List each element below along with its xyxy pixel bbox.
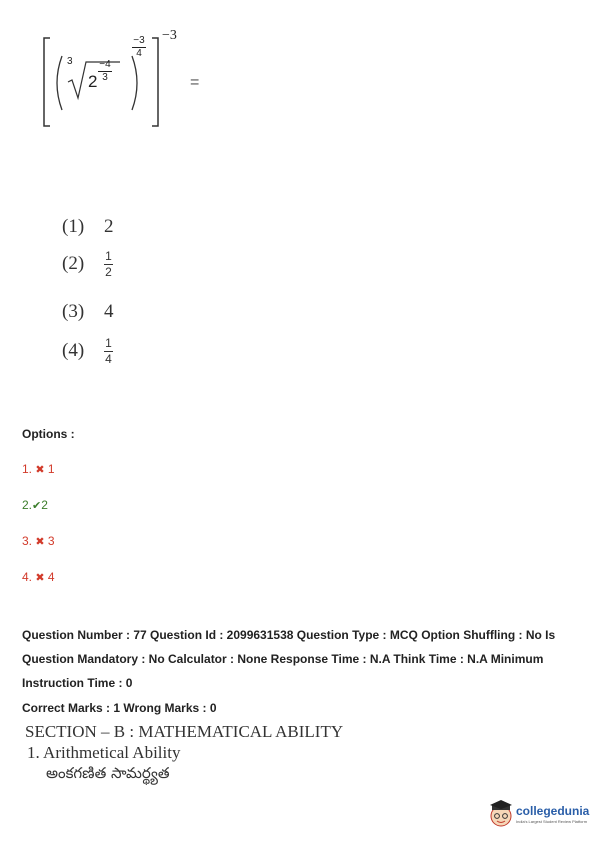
cross-icon: ✖ — [35, 464, 45, 476]
option-item-1 — [22, 462, 55, 476]
section-title: SECTION – B : MATHEMATICAL ABILITY — [25, 722, 344, 741]
math-expression — [40, 26, 230, 136]
option-index: 4. — [22, 570, 33, 584]
outer-exponent — [132, 36, 146, 59]
radical-index: 3 — [67, 56, 73, 67]
inner-exponent-numerator: −4 — [99, 59, 111, 70]
option-value: 3 — [47, 534, 55, 548]
option-item-3 — [22, 534, 55, 548]
option-value: 1 — [47, 462, 55, 476]
option-index: 3. — [22, 534, 33, 548]
question-meta-line-1: Question Number : 77 Question Id : 2099631538 Question Type : MCQ Option Shuffling : No Is — [22, 628, 556, 642]
question-meta-line-2: Question Mandatory : No Calculator : None Response Time : N.A Think Time : N.A Minimum — [22, 652, 544, 666]
fraction-denominator: 4 — [105, 352, 112, 366]
answer-fraction — [104, 337, 113, 366]
answer-value: 2 — [104, 216, 114, 237]
check-icon: ✔ — [32, 500, 42, 512]
fraction-denominator: 2 — [105, 265, 112, 279]
answer-choice-2 — [62, 250, 113, 279]
answer-choice-1 — [62, 216, 114, 238]
answer-number: (4) — [62, 339, 85, 361]
marks-info: Correct Marks : 1 Wrong Marks : 0 — [22, 701, 217, 715]
cross-icon: ✖ — [35, 572, 45, 584]
final-exponent: −3 — [162, 28, 177, 43]
answer-choice-4 — [62, 337, 113, 366]
collegedunia-logo — [488, 800, 588, 832]
fraction-numerator: 1 — [105, 249, 112, 263]
options-heading: Options : — [22, 427, 75, 441]
option-item-4 — [22, 570, 55, 584]
option-index: 1. — [22, 462, 33, 476]
answer-choice-3 — [62, 301, 114, 323]
answer-number: (2) — [62, 252, 85, 274]
logo-tagline: India's Largest Student Review Platform — [516, 819, 588, 824]
option-value: 2 — [41, 498, 48, 512]
outer-exponent-denominator: 4 — [136, 48, 142, 59]
option-item-2 — [22, 498, 48, 512]
logo-text: collegedunia — [516, 804, 590, 818]
inner-exponent-denominator: 3 — [102, 72, 108, 83]
cross-icon: ✖ — [35, 536, 45, 548]
answer-number: (3) — [62, 301, 85, 322]
base-number: 2 — [88, 72, 98, 91]
answer-fraction — [104, 250, 113, 279]
answer-number: (1) — [62, 216, 85, 237]
question-meta-line-3: Instruction Time : 0 — [22, 676, 133, 690]
fraction-numerator: 1 — [105, 336, 112, 350]
inner-exponent — [98, 60, 112, 83]
outer-exponent-numerator: −3 — [133, 35, 145, 46]
equals-sign: = — [190, 74, 200, 91]
section-subtitle-telugu: అంకగణిత సామర్థ్యత — [46, 764, 170, 782]
option-index: 2. — [22, 498, 33, 512]
section-subtitle: 1. Arithmetical Ability — [27, 743, 181, 762]
mascot-icon — [488, 800, 514, 830]
option-value: 4 — [47, 570, 55, 584]
answer-value: 4 — [104, 301, 114, 322]
